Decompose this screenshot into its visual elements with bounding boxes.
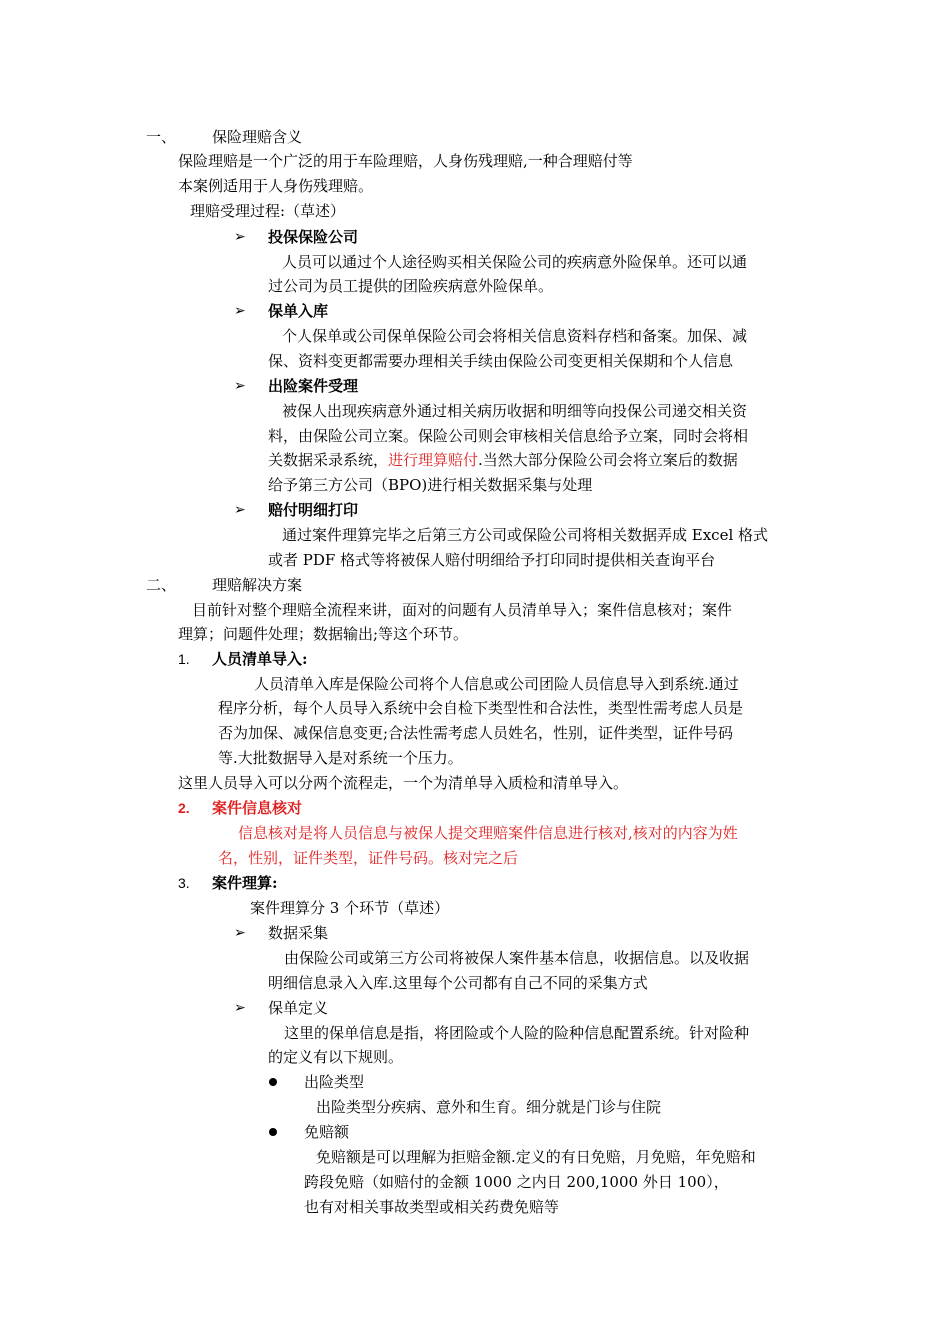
rule-title: 出险类型 — [304, 1073, 365, 1091]
item-text-part: .当然大部分保险公司会将立案后的数据 — [478, 451, 738, 469]
arrow-bullet-icon: ➢ — [234, 229, 246, 245]
filled-circle-bullet-icon — [269, 1078, 277, 1086]
list-title: 人员清单导入: — [212, 650, 308, 668]
item-text-part: 关数据采录系统， — [268, 451, 389, 469]
subitem-title: 保单定义 — [268, 999, 329, 1017]
rule-text: 出险类型分疾病、意外和生育。细分就是门诊与住院 — [316, 1098, 662, 1116]
rule-text: 免赔额是可以理解为拒赔金额.定义的有日免赔，月免赔，年免赔和 — [316, 1148, 756, 1166]
list-text: 等.大批数据导入是对系统一个压力。 — [218, 749, 463, 767]
arrow-bullet-icon: ➢ — [234, 502, 246, 518]
item-text: 个人保单或公司保单保险公司会将相关信息资料存档和备案。加保、减 — [282, 327, 748, 345]
subitem-text: 明细信息录入入库.这里每个公司都有自己不同的采集方式 — [268, 974, 648, 992]
section1-title: 保险理赔含义 — [212, 128, 303, 146]
rule-text: 跨段免赔（如赔付的金额 1000 之内日 200,1000 外日 100）， — [304, 1173, 729, 1191]
item-title: 赔付明细打印 — [268, 501, 359, 519]
item-text: 保、资料变更都需要办理相关手续由保险公司变更相关保期和个人信息 — [268, 352, 734, 370]
item-text — [268, 450, 738, 470]
item-text: 过公司为员工提供的团险疾病意外险保单。 — [268, 277, 554, 295]
subitem-text: 的定义有以下规则。 — [268, 1048, 404, 1066]
list-text: 否为加保、减保信息变更;合法性需考虑人员姓名，性别，证件类型，证件号码 — [218, 724, 734, 742]
section1-intro-line1: 保险理赔是一个广泛的用于车险理赔，人身伤残理赔,一种合理赔付等 — [178, 152, 633, 170]
item-text: 或者 PDF 格式等将被保人赔付明细给予打印同时提供相关查询平台 — [268, 551, 716, 569]
arrow-bullet-icon: ➢ — [234, 1000, 246, 1016]
arrow-bullet-icon: ➢ — [234, 925, 246, 941]
item-title: 出险案件受理 — [268, 377, 359, 395]
list-number: 1. — [178, 651, 190, 667]
list-text: 程序分析，每个人员导入系统中会自检下类型性和合法性，类型性需考虑人员是 — [218, 699, 744, 717]
section2-title: 理赔解决方案 — [212, 576, 303, 594]
item-title: 投保保险公司 — [268, 228, 359, 246]
filled-circle-bullet-icon — [269, 1128, 277, 1136]
section2-intro-line1: 目前针对整个理赔全流程来讲，面对的问题有人员清单导入；案件信息核对；案件 — [192, 601, 733, 619]
list-text: 人员清单入库是保险公司将个人信息或公司团险人员信息导入到系统.通过 — [254, 675, 739, 693]
arrow-bullet-icon: ➢ — [234, 378, 246, 394]
subitem-text: 由保险公司或第三方公司将被保人案件基本信息，收据信息。以及收据 — [284, 949, 750, 967]
section1-number: 一、 — [146, 128, 177, 146]
list-title: 案件理算: — [212, 874, 278, 892]
item-text: 被保人出现疾病意外通过相关病历收据和明细等向投保公司递交相关资 — [282, 402, 748, 420]
section1-intro-line2: 本案例适用于人身伤残理赔。 — [178, 177, 374, 195]
process-heading: 理赔受理过程:（草述） — [190, 202, 346, 220]
subitem-title: 数据采集 — [268, 924, 329, 942]
subitem-text: 这里的保单信息是指，将团险或个人险的险种信息配置系统。针对险种 — [284, 1024, 750, 1042]
list-title: 案件信息核对 — [212, 799, 303, 817]
list-number: 3. — [178, 875, 190, 891]
item-text: 人员可以通过个人途径购买相关保险公司的疾病意外险保单。还可以通 — [282, 253, 748, 271]
item-title: 保单入库 — [268, 302, 329, 320]
arrow-bullet-icon: ➢ — [234, 303, 246, 319]
item-text: 给予第三方公司（BPO)进行相关数据采集与处理 — [268, 476, 593, 494]
note-text: 这里人员导入可以分两个流程走，一个为清单导入质检和清单导入。 — [178, 774, 629, 792]
list-text: 信息核对是将人员信息与被保人提交理赔案件信息进行核对,核对的内容为姓 — [238, 824, 738, 842]
section2-intro-line2: 理算；问题件处理；数据输出;等这个环节。 — [178, 625, 469, 643]
list-number: 2. — [178, 800, 190, 816]
rule-text: 也有对相关事故类型或相关药费免赔等 — [304, 1198, 560, 1216]
rule-title: 免赔额 — [304, 1123, 350, 1141]
list-text: 名，性别，证件类型，证件号码。核对完之后 — [218, 849, 519, 867]
list-subtitle: 案件理算分 3 个环节（草述） — [250, 899, 450, 917]
item-text: 料，由保险公司立案。保险公司则会审核相关信息给予立案，同时会将相 — [268, 427, 749, 445]
highlighted-text: 进行理算赔付 — [388, 451, 479, 469]
item-text: 通过案件理算完毕之后第三方公司或保险公司将相关数据弄成 Excel 格式 — [282, 526, 769, 544]
section2-number: 二、 — [146, 576, 177, 594]
